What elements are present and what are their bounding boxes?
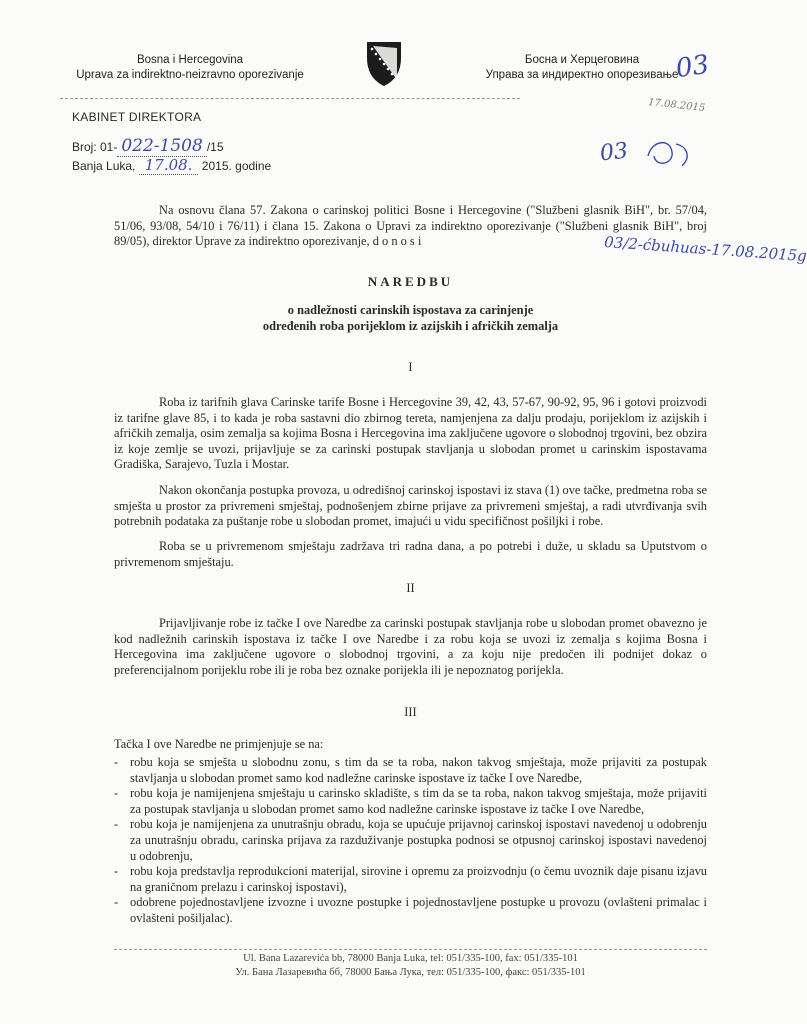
- footer-divider: [114, 949, 707, 950]
- country-name-latin: Bosna i Hercegovina: [136, 54, 244, 66]
- section-heading-i: I: [408, 360, 413, 374]
- handwritten-registration-mark: 03: [598, 138, 630, 167]
- handwritten-margin-note: 03/2-ćbuhuas-17.08.2015g: [603, 232, 807, 266]
- list-item: - robu koja je namijenjena smještaju u carinsko skladište, s tim da se ta roba, nakon takvog smještaja, može prijaviti za postupak stavljanja u slobodan promet samo kod nadležne carinske ispostave iz tačke I ove Naredbe,: [114, 786, 707, 817]
- place-prefix: Banja Luka,: [72, 159, 136, 173]
- section-iii-intro: Tačka I ove Naredbe ne primjenjuje se na:: [114, 737, 324, 751]
- section-i-paragraph-2: Nakon okončanja postupka provoza, u odredišnoj carinskoj ispostavi iz stava (1) ove tačke, predmetna roba se smješta u prostor za privremeni smještaj, podnošenjem zbirne prijave za privremeni smještaj, a radi utvrđivanja svih potrebnih podataka za puštanje robe u slobodan promet, imajući u vidu specifičnost pošiljki i robe.: [114, 483, 707, 529]
- intro-paragraph: Na osnovu člana 57. Zakona o carinskoj politici Bosne i Hercegovine ("Službeni glasnik BiH", br. 57/04, 51/06, 93/08, 54/10 i 76/11) i člana 15. Zakona o Upravi za indirektno oporezivanje ("Službeni glasnik BiH", broj 89/05), direktor Uprave za indirektno oporezivanje, d o n o s i: [114, 203, 707, 249]
- handwritten-scribble-icon: [642, 134, 702, 174]
- list-item: - robu koja je namijenjena za unutrašnju obradu, koja se upućuje prijavnoj carinskoj ispostavi navedenoj u odobrenju za unutrašnju obradu, carinska prijava za razduživanje postupka podnosi se otpusnoj carinskoj ispostavi navedenoj u odobrenju,: [114, 817, 707, 864]
- section-ii-paragraph-1: Prijavljivanje robe iz tačke I ove Naredbe za carinski postupak stavljanja robe u slobodan promet obavezno je kod nadležnih carinskih ispostava iz tačke I ove Naredbe i za robu koja se uvozi iz zemalja s kojima Bosna i Hercegovina ima zaključene ugovore o slobodnoj trgovini, a za koju nije predočen ili podnijet dokaz o preferencijalnom porijeklu robe ili je roba bez oznake porijekla ili je nepoznatog porijekla.: [114, 616, 707, 677]
- number-handwritten: 022-1508: [117, 136, 206, 157]
- date-suffix: 2015. godine: [201, 159, 272, 173]
- section-heading-ii: II: [406, 581, 415, 595]
- section-i-paragraph-1: Roba iz tarifnih glava Carinske tarife Bosne i Hercegovine 39, 42, 43, 57-67, 90-92, 95, 96 i gotovi proizvodi iz tarifne glave 85, i to kada je roba sastavni dio zbirnog tereta, namjenjena za dalju prodaju, porijeklom iz azijskih i afričkih zemalja, osim zemalja sa kojima Bosna i Hercegovina ima zaključene ugovore o slobodnoj trgovini, bez obzira iz koje zemlje se uvozi, prijavljuje se za carinski postupak stavljanja u slobodan promet u carinskim ispostavama Gradiška, Sarajevo, Tuzla i Mostar.: [114, 395, 707, 472]
- handwritten-corner-mark: 03: [674, 49, 712, 85]
- footer-address-cyrillic: Ул. Бана Лазаревића бб, 78000 Бања Лука, тел: 051/335-100, факс: 051/335-101: [235, 967, 586, 978]
- list-item: - robu koja predstavlja reprodukcioni materijal, sirovine i opremu za proizvodnju (o čemu uvoznik daje pisanu izjavu na graničnom prelazu i carinskoj ispostavi),: [114, 864, 707, 895]
- subtitle-line-1: o nadležnosti carinskih ispostava za carinjenje: [287, 303, 534, 317]
- header-right: [452, 53, 712, 83]
- section-heading-iii: III: [404, 705, 417, 719]
- date-handwritten: 17.08.: [139, 156, 199, 175]
- subtitle-line-2: određenih roba porijeklom iz azijskih i afričkih zemalja: [262, 319, 559, 333]
- country-name-cyrillic: Босна и Херцеговина: [524, 54, 640, 66]
- document-number: [72, 136, 224, 156]
- section-iii-list: [114, 755, 707, 927]
- office-title: KABINET DIREKTORA: [72, 110, 202, 124]
- document-place-date: [72, 156, 271, 174]
- footer-address-latin: Ul. Bana Lazarevića bb, 78000 Banja Luka, tel: 051/335-100, fax: 051/335-101: [243, 953, 578, 964]
- list-item: - robu koja se smješta u slobodnu zonu, s tim da se ta roba, nakon takvog smještaja, može prijaviti za postupak stavljanja u slobodan promet samo kod nadležne carinske ispostave iz tačke I ove Naredbe,: [114, 755, 707, 786]
- header-divider: [60, 98, 520, 99]
- coat-of-arms-icon: [364, 40, 404, 88]
- agency-name-latin: Uprava za indirektno-neizravno oporezivanje: [76, 69, 304, 81]
- handwritten-stamp-date: 17.08.2015: [647, 97, 706, 114]
- document-subtitle: [114, 302, 707, 334]
- section-i-paragraph-3: Roba se u privremenom smještaju zadržava tri radna dana, a po potrebi i duže, u skladu sa Uputstvom o privremenom smještaju.: [114, 539, 707, 569]
- list-item: - odobrene pojednostavljene izvozne i uvozne postupke i pojednostavljene postupke u provozu (ovlašteni primalac i ovlašteni pošiljalac).: [114, 895, 707, 926]
- header-left: [60, 53, 320, 83]
- document-title: NAREDBU: [367, 274, 454, 289]
- footer-address: [114, 952, 707, 980]
- agency-name-cyrillic: Управа за индиректно опорезивање: [485, 69, 679, 81]
- number-prefix: Broj: 01-: [72, 140, 118, 154]
- number-suffix: /15: [206, 140, 224, 154]
